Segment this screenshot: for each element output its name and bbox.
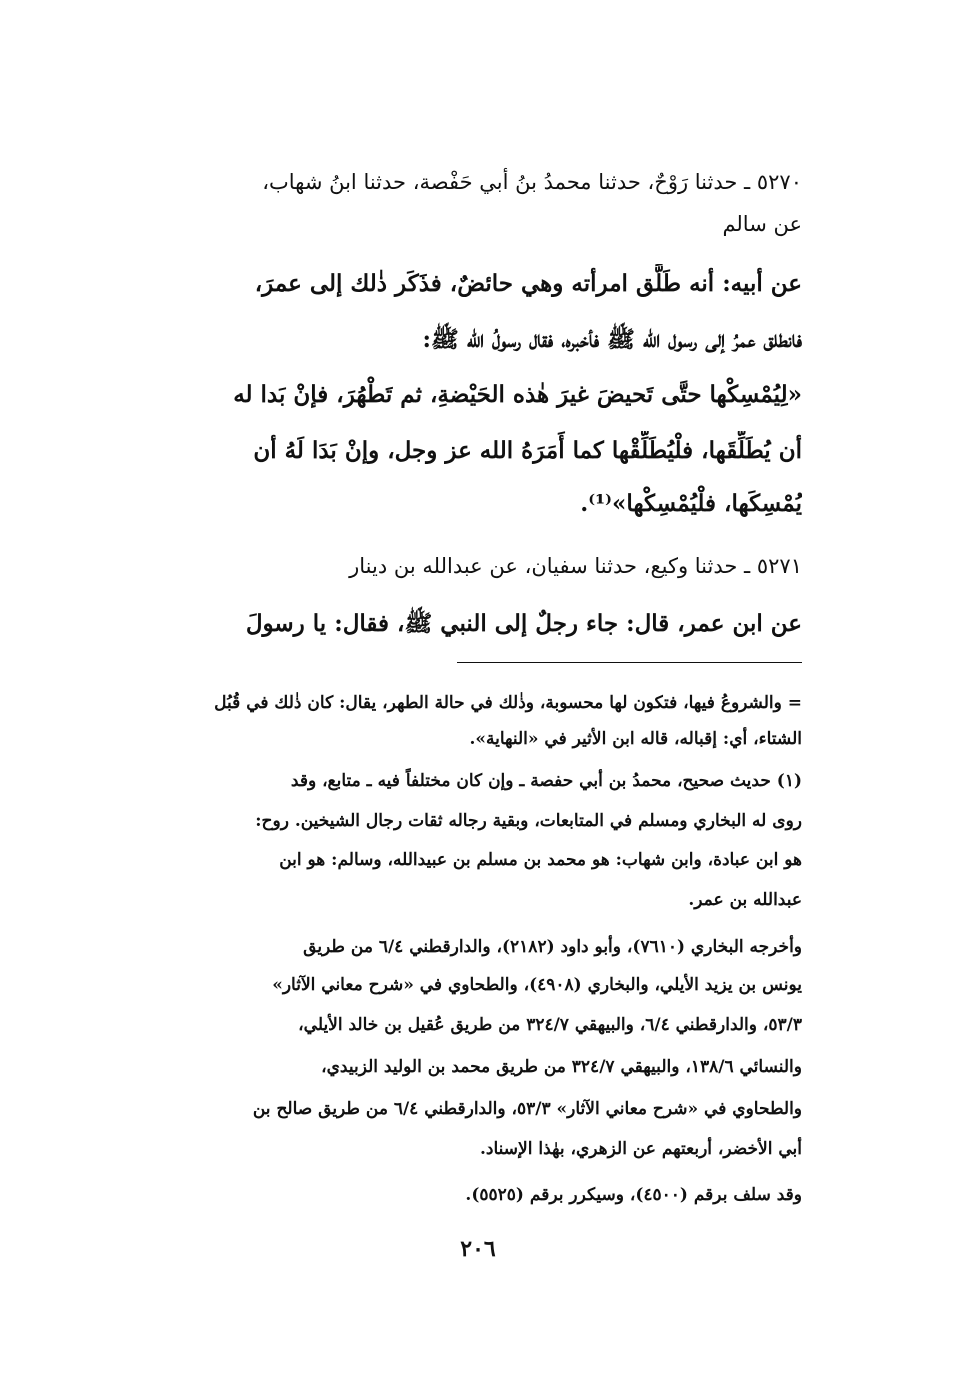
footnote-continuation-line-2: الشتاء، أي: إقباله، قاله ابن الأثير في «النهاية». — [469, 729, 802, 749]
footnote-continuation-line-1: = والشروعُ فيها، فتكون لها محسوبة، وذٰلك في حالة الطهر، يقال: كان ذٰلك في قُبُل — [214, 693, 802, 713]
takhrij-line-1: وأخرجه البخاري (٧٦١٠)، وأبو داود (٢١٨٢)، والدارقطني ٦/٤ من طريق — [303, 937, 802, 957]
takhrij-line-3: ٥٣/٣، والدارقطني ٦/٤، والبيهقي ٣٢٤/٧ من طريق عُقيل بن خالد الأيلي، — [298, 1015, 802, 1035]
page-number: ٢٠٦ — [460, 1236, 496, 1262]
hadith-5271-isnad-line: ٥٢٧١ ـ حدثنا وكيع، حدثنا سفيان، عن عبدالله بن دينار — [349, 554, 802, 578]
hadith-5270-matn-line-2: فانطلق عمرُ إلى رسول الله ﷺ فأخبره، فقال رسولُ الله ﷺ: — [422, 326, 802, 353]
footnote-separator — [457, 662, 802, 663]
hadith-5270-matn-line-5: يُمْسِكَها، فلْيُمْسِكْها»⁽¹⁾. — [580, 490, 802, 517]
hadith-5270-matn-line-3: «لِيُمْسِكْها حتَّى تَحيضَ غيرَ هٰذه الحَيْضةِ، ثم تَطْهُرَ، فإنْ بَدا له — [233, 381, 802, 408]
takhrij-line-4: والنسائي ١٣٨/٦، والبيهقي ٣٢٤/٧ من طريق محمد بن الوليد الزبيدي، — [321, 1057, 802, 1077]
hadith-5271-matn-line: عن ابن عمر، قال: جاء رجلٌ إلى النبي ﷺ، فقال: يا رسولَ — [245, 610, 802, 637]
takhrij-line-2: يونس بن يزيد الأيلي، والبخاري (٤٩٠٨)، والطحاوي في «شرح معاني الآثار» — [272, 975, 802, 995]
cross-reference-line: وقد سلف برقم (٤٥٠٠)، وسيكرر برقم (٥٥٢٥). — [465, 1185, 802, 1205]
takhrij-line-5: والطحاوي في «شرح معاني الآثار» ٥٣/٣، والدارقطني ٦/٤ من طريق صالح بن — [252, 1099, 802, 1119]
footnote-1-line-3: هو ابن عبادة، وابن شهاب: هو محمد بن مسلم بن عبيدالله، وسالم: هو ابن — [279, 850, 802, 870]
footnote-1-line-1: (١) حديث صحيح، محمدُ بن أبي حفصة ـ وإن كان مختلفاً فيه ـ متابع، وقد — [290, 771, 802, 791]
footnote-1-line-2: روى له البخاري ومسلم في المتابعات، وبقية رجاله ثقات رجال الشيخين. روح: — [255, 811, 802, 831]
takhrij-line-6: أبي الأخضر، أربعتهم عن الزهري، بهٰذا الإسناد. — [480, 1139, 802, 1159]
hadith-5270-matn-line-1: عن أبيه: أنه طَلَّق امرأته وهي حائضٌ، فذَكَر ذٰلك إلى عمرَ، — [254, 270, 802, 297]
hadith-5270-isnad-line-2: عن سالم — [722, 212, 802, 236]
hadith-5270-matn-line-4: أن يُطَلِّقَها، فلْيُطَلِّقْها كما أَمَرَهُ الله عز وجل، وإنْ بَدَا لَهُ أن — [253, 437, 802, 464]
footnote-1-line-4: عبدالله بن عمر. — [688, 890, 802, 910]
hadith-5270-isnad-line-1: ٥٢٧٠ ـ حدثنا رَوْحٌ، حدثنا محمدُ بنُ أبي حَفْصة، حدثنا ابنُ شهاب، — [262, 170, 802, 194]
